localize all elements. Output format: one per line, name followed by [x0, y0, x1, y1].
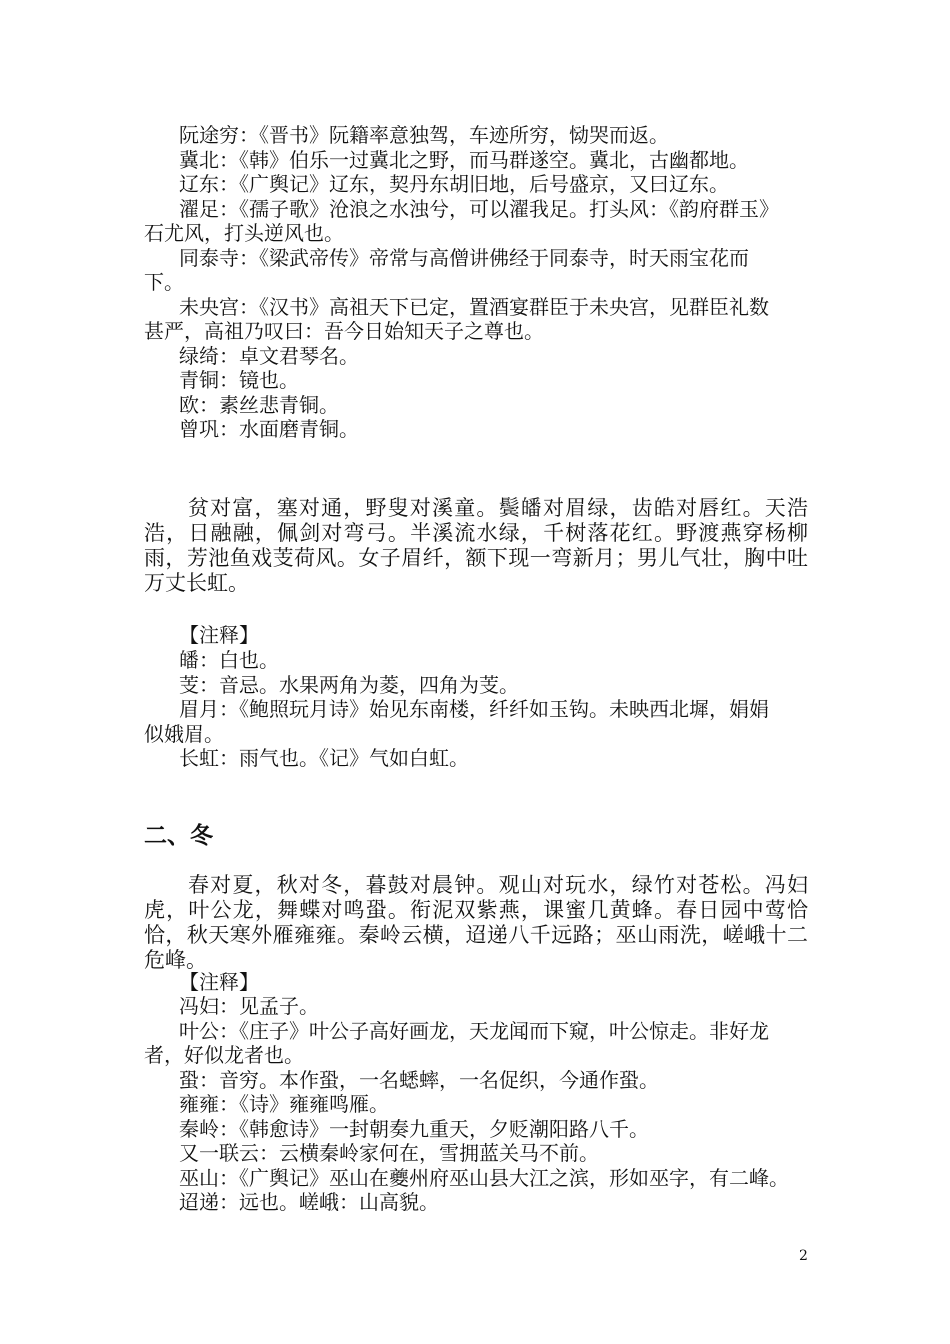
annotations-middle	[144, 648, 808, 771]
annotation-line: 冯妇：见孟子。	[179, 994, 319, 1018]
annotation-line: 阮途穷：《晋书》阮籍率意独驾，车迹所穷，恸哭而返。	[179, 123, 669, 147]
annotation-line: 巫山：《广舆记》巫山在夔州府巫山县大江之滨，形如巫字，有二峰。	[179, 1165, 789, 1190]
section-heading: 二、冬	[144, 823, 213, 849]
poem-paragraph-1: 贫对富，塞对通，野叟对溪童。鬓皤对眉绿，齿皓对唇红。天浩浩，日融融，佩剑对弯弓。半溪流水绿，千树落花红。野渡燕穿杨柳雨，芳池鱼戏芰荷风。女子眉纤，额下现一弯新月；男儿气壮，胸中吐万丈长虹。	[144, 496, 808, 595]
annotation-line: 青铜：镜也。	[179, 368, 299, 392]
annotation-line: 秦岭：《韩愈诗》一封朝奏九重天，夕贬潮阳路八千。	[179, 1116, 649, 1141]
annotation-line: 甚严，高祖乃叹曰：吾今日始知天子之尊也。	[144, 319, 544, 343]
annotation-line: 下。	[144, 270, 184, 294]
annotation-line: 迢递：远也。嵯峨：山高貌。	[179, 1190, 439, 1214]
annotation-line: 长虹：雨气也。《记》气如白虹。	[179, 746, 469, 770]
annotation-line: 同泰寺：《梁武帝传》帝常与高僧讲佛经于同泰寺，时天雨宝花而	[179, 245, 749, 270]
annotation-line: 芰：音忌。水果两角为菱，四角为芰。	[179, 672, 519, 697]
page-number: 2	[799, 1248, 808, 1264]
annotation-line: 又一联云：云横秦岭家何在，雪拥蓝关马不前。	[179, 1141, 599, 1165]
annotation-line: 叶公：《庄子》叶公子高好画龙，天龙闻而下窥，叶公惊走。非好龙	[179, 1018, 769, 1043]
annotation-line: 冀北：《韩》伯乐一过冀北之野，而马群遂空。冀北，古幽都地。	[179, 147, 749, 172]
annotation-line: 绿绮：卓文君琴名。	[179, 343, 359, 368]
annotation-line: 眉月：《鲍照玩月诗》始见东南楼，纤纤如玉钩。未映西北墀，娟娟	[179, 697, 769, 721]
annotation-line: 曾巩：水面磨青铜。	[179, 417, 359, 441]
annotation-line: 似娥眉。	[144, 721, 224, 746]
annotation-line: 濯足：《孺子歌》沧浪之水浊兮，可以濯我足。打头风：《韵府群玉》	[179, 196, 779, 221]
annotation-line: 辽东：《广舆记》辽东，契丹东胡旧地，后号盛京，又曰辽东。	[179, 172, 729, 196]
annotation-line: 者，好似龙者也。	[144, 1043, 304, 1067]
annotation-line: 雍雍：《诗》雍雍鸣雁。	[179, 1092, 389, 1116]
annotation-heading-1: 【注释】	[179, 623, 259, 647]
annotation-line: 皤：白也。	[179, 648, 279, 672]
poem-paragraph-2: 春对夏，秋对冬，暮鼓对晨钟。观山对玩水，绿竹对苍松。冯妇虎，叶公龙，舞蝶对鸣蛩。衔泥双紫燕，课蜜几黄蜂。春日园中莺恰恰，秋天寒外雁雍雍。秦岭云横，迢递八千远路；巫山雨洗，嵯峨十二危峰。	[144, 873, 808, 972]
annotation-heading-2: 【注释】	[179, 970, 259, 994]
annotation-line: 石尤风，打头逆风也。	[144, 221, 344, 245]
annotations-top	[144, 123, 808, 442]
annotation-line: 未央宫：《汉书》高祖天下已定，置酒宴群臣于未央宫，见群臣礼数	[179, 294, 769, 319]
annotations-bottom	[144, 994, 808, 1215]
annotation-line: 欧：素丝悲青铜。	[179, 392, 339, 417]
annotation-line: 蛩：音穷。本作蛩，一名蟋蟀，一名促织，今通作蛩。	[179, 1067, 659, 1092]
